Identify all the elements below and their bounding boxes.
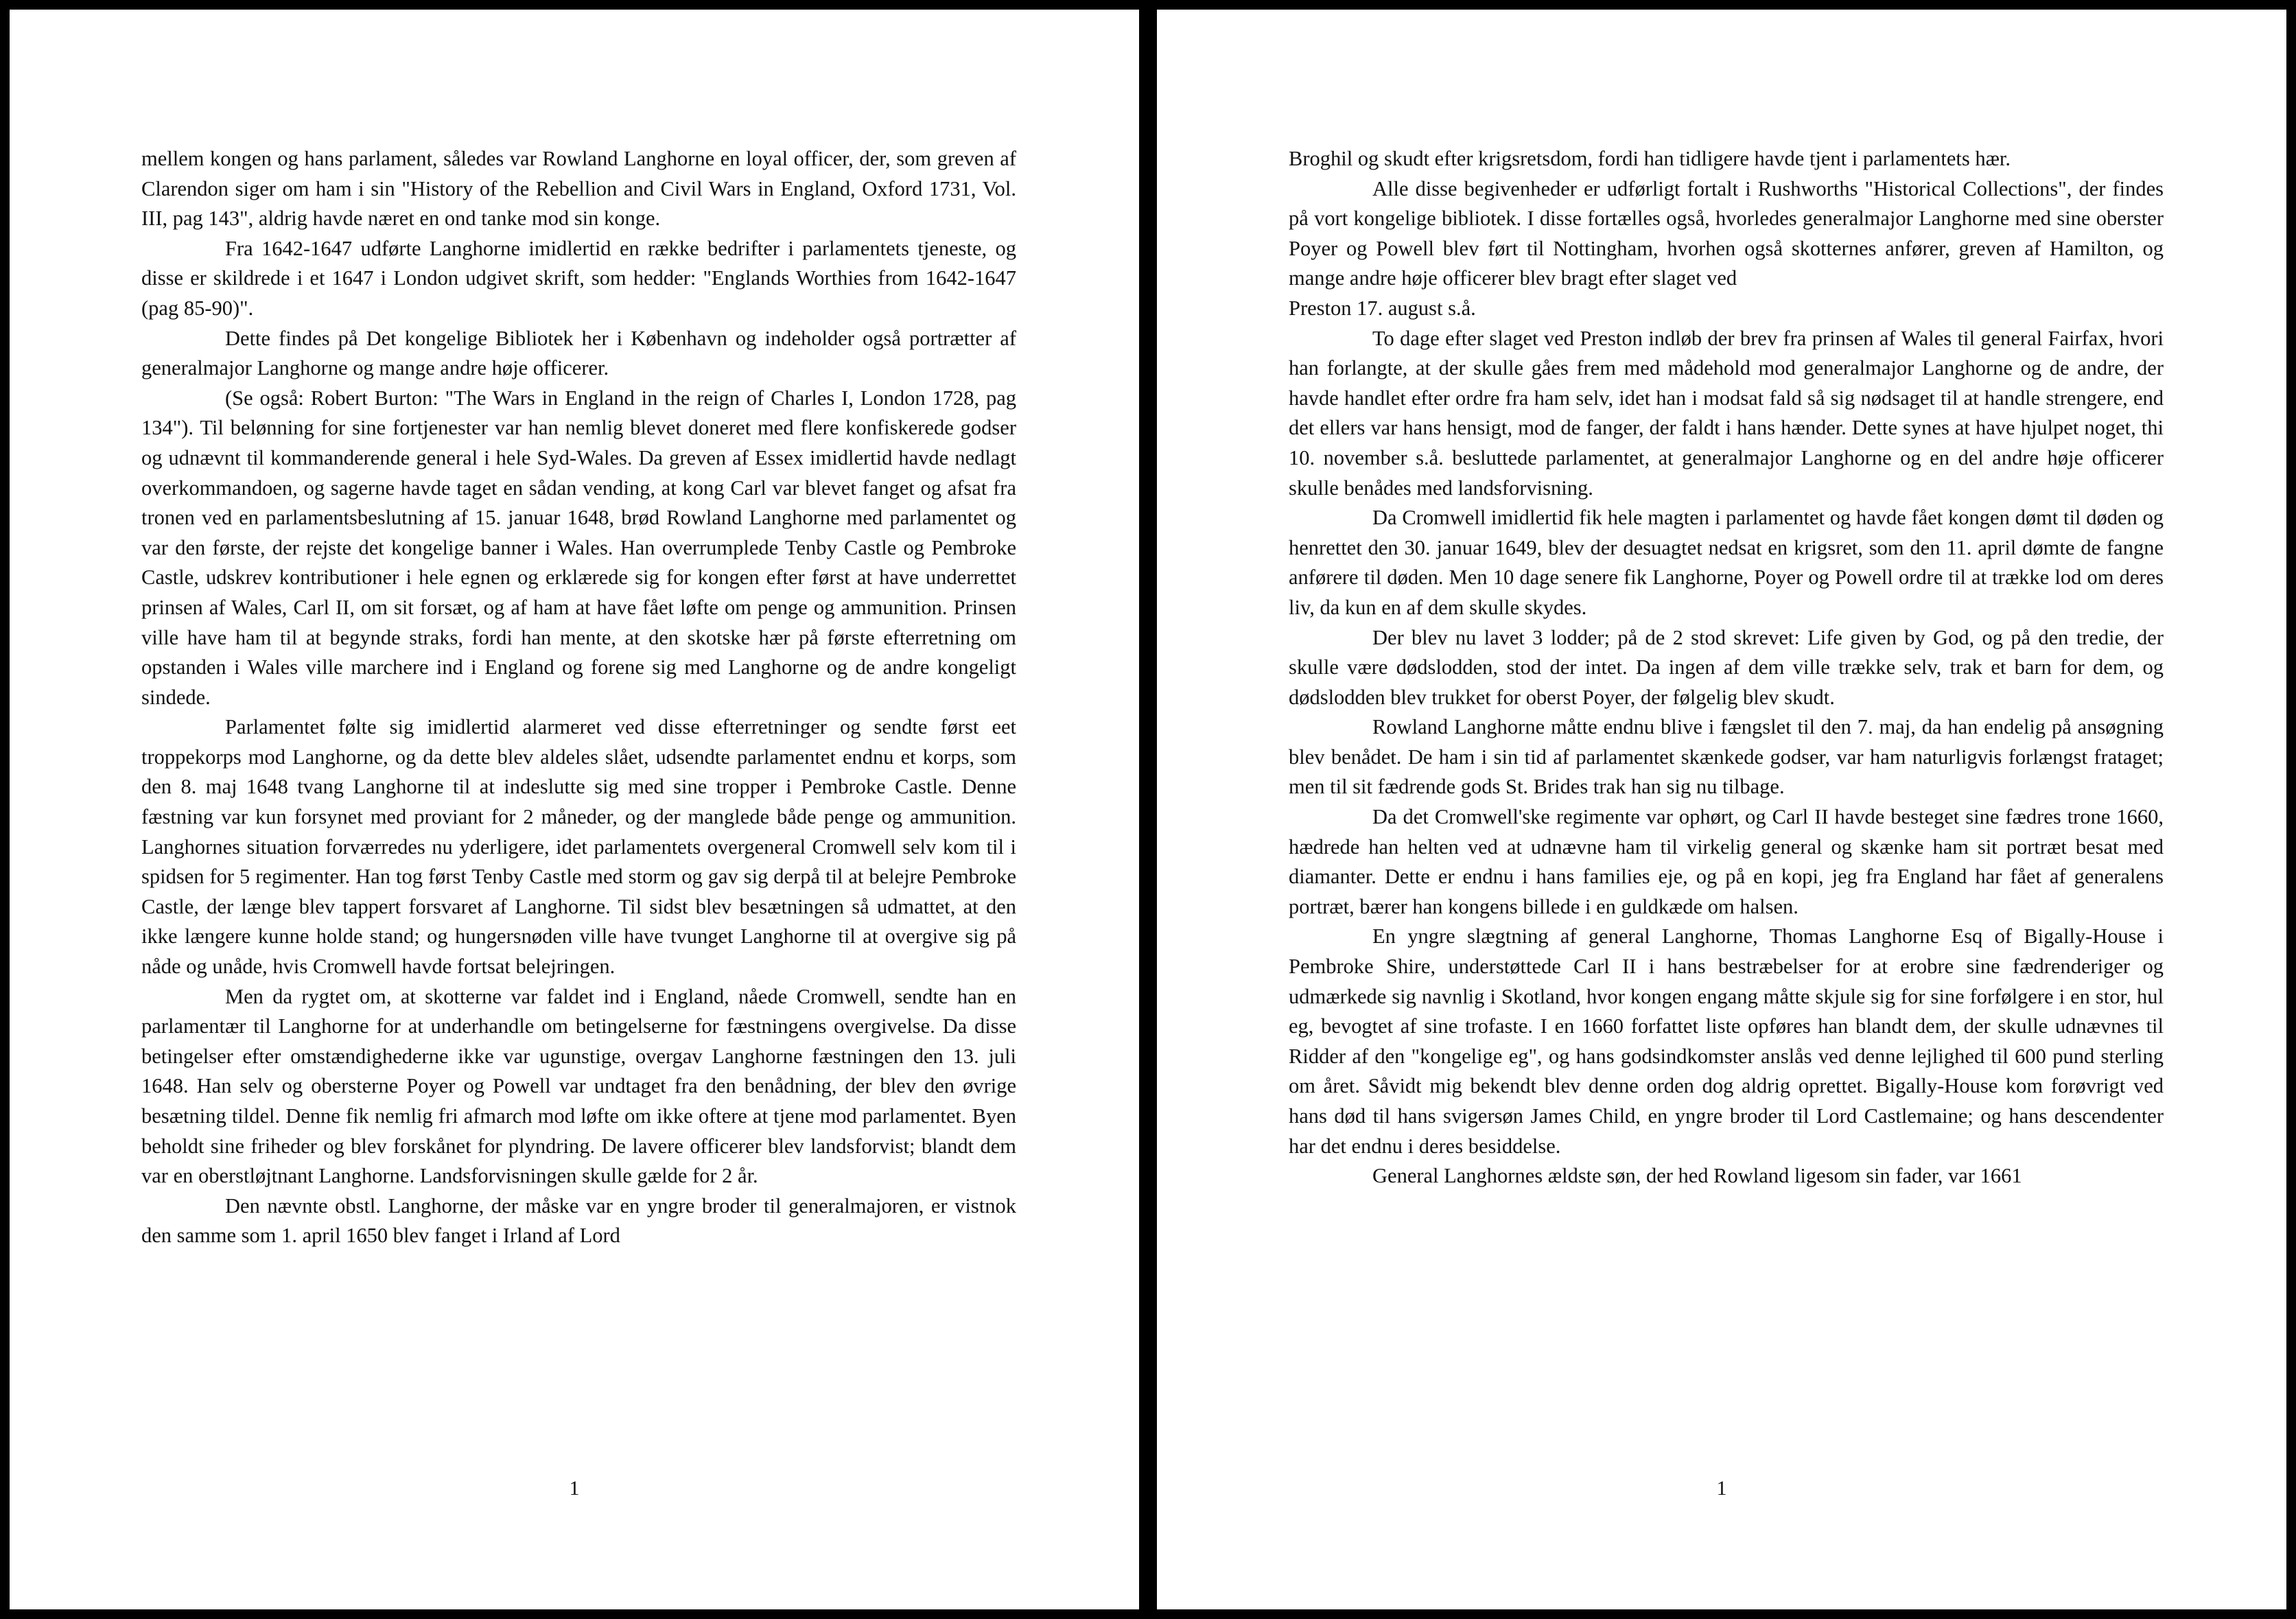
paragraph: Rowland Langhorne måtte endnu blive i fængslet til den 7. maj, da han endelig på ansøgning blev benådet. De ham i sin tid af parlamentet skænkede godser, var ham naturligvis forlængst frataget; men til sit fædrende gods St. Brides trak han sig nu tilbage. (1289, 715, 2164, 799)
paragraph: Da det Cromwell'ske regimente var ophørt, og Carl II havde besteget sine fædres trone 1660, hædrede han helten ved at udnævne ham til virkelig general og skænke ham sit portræt besat med diamanter. Dette er endnu i hans families eje, og på en kopi, jeg fra England har fået af generalens portræt, bærer han kongens billede i en guldkæde om halsen. (1289, 805, 2164, 918)
paragraph: Der blev nu lavet 3 lodder; på de 2 stod skrevet: Life given by God, og på den tredie, der skulle være dødslodden, stod der intet. Da ingen af dem ville trække selv, trak et barn for dem, og dødslodden blev trukket for oberst Poyer, der følgelig blev skudt. (1289, 625, 2164, 709)
paragraph: Alle disse begivenheder er udførligt fortalt i Rushworths "Historical Collections", der findes på vort kongelige bibliotek. I disse fortælles også, hvorledes generalmajor Langhorne med sine oberster Poyer og Powell blev ført til Nottingham, hvorhen også skotternes anfører, greven af Hamilton, og mange andre høje officerer blev bragt efter slaget ved (1289, 176, 2164, 290)
paragraph: Den nævnte obstl. Langhorne, der måske var en yngre broder til generalmajoren, er vistnok den samme som 1. april 1650 blev fanget i Irland af Lord (141, 1193, 1016, 1248)
paragraph: En yngre slægtning af general Langhorne, Thomas Langhorne Esq of Bigally-House i Pembroke Shire, understøttede Carl II i hans bestræbelser for at erobre sine fædrenderiger og udmærkede sig navnlig i Skotland, hvor kongen engang måtte skjule sig for sine forfølgere i en stor, hul eg, bevogtet af sine trofaste. I en 1660 forfattet liste opføres han blandt dem, der skulle udnævnes til Ridder af den "kongelige eg", og hans godsindkomster anslås ved denne lejlighed til 600 pund sterling om året. Såvidt mig bekendt blev denne orden dog aldrig oprettet. Bigally-House kom forøvrigt ved hans død til hans svigersøn James Child, en yngre broder til Lord Castlemaine; og hans descendenter har det endnu i deres besiddelse. (1289, 924, 2164, 1158)
paragraph: General Langhornes ældste søn, der hed Rowland ligesom sin fader, var 1661 (1372, 1164, 2022, 1188)
page-number: 1 (1716, 1477, 1727, 1500)
right-page (1157, 10, 2286, 1609)
paragraph: Dette findes på Det kongelige Bibliotek her i København og indeholder også portrætter af generalmajor Langhorne og mange andre høje officerer. (141, 326, 1016, 380)
left-page (10, 10, 1139, 1609)
paragraph: Da Cromwell imidlertid fik hele magten i parlamentet og havde fået kongen dømt til døden og henrettet den 30. januar 1649, blev der desuagtet nedsat en krigsret, som den 11. april dømte de fangne anførere til døden. Men 10 dage senere fik Langhorne, Poyer og Powell ordre til at trække lod om deres liv, da kun en af dem skulle skydes. (1289, 506, 2164, 619)
paragraph: Broghil og skudt efter krigsretsdom, fordi han tidligere havde tjent i parlamentets hær. (1289, 147, 2011, 170)
paragraph: Parlamentet følte sig imidlertid alarmeret ved disse efterretninger og sendte først eet troppekorps mod Langhorne, og da dette blev aldeles slået, udsendte parlamentet endnu et korps, som den 8. maj 1648 tvang Langhorne til at indeslutte sig med sine tropper i Pembroke Castle. Denne fæstning var kun forsynet med proviant for 2 måneder, og der manglede både penge og ammunition. Langhornes situation forværredes nu yderligere, idet parlamentets overgeneral Cromwell selv kom til i spidsen for 5 regimenter. Han tog først Tenby Castle med storm og gav sig derpå til at belejre Pembroke Castle, der længe blev tappert forsvaret af Langhorne. Til sidst blev besætningen så udmattet, at den ikke længere kunne holde stand; og hungersnøden ville have tvunget Langhorne til at overgive sig på nåde og unåde, hvis Cromwell havde fortsat belejringen. (141, 715, 1016, 979)
paragraph: mellem kongen og hans parlament, således var Rowland Langhorne en loyal officer, der, som greven af Clarendon siger om ham i sin "History of the Rebellion and Civil Wars in England, Oxford 1731, Vol. III, pag 143", aldrig havde næret en ond tanke mod sin konge. (141, 147, 1016, 231)
paragraph: Men da rygtet om, at skotterne var faldet ind i England, nåede Cromwell, sendte han en parlamentær til Langhorne for at underhandle om betingelserne for fæstningens overgivelse. Da disse betingelser efter omstændighederne ikke var ugunstige, overgav Langhorne fæstningen den 13. juli 1648. Han selv og obersterne Poyer og Powell var undtaget fra den benådning, der blev den øvrige besætning tildel. Denne fik nemlig fri afmarch mod løfte om ikke oftere at tjene mod parlamentet. Byen beholdt sine friheder og blev forskånet for plyndring. De lavere officerer blev landsforvist; blandt dem var en oberstløjtnant Langhorne. Landsforvisningen skulle gælde for 2 år. (141, 984, 1016, 1188)
paragraph: To dage efter slaget ved Preston indløb der brev fra prinsen af Wales til general Fairfax, hvori han forlangte, at der skulle gåes frem med mådehold mod generalmajor Langhorne og de andre, der havde handlet efter ordre fra ham selv, idet han i modsat fald så sig nødsaget til at handle strengere, end det ellers var hans hensigt, mod de fanger, der faldt i hans hænder. Dette synes at have hjulpet noget, thi 10. november s.å. besluttede parlamentet, at generalmajor Langhorne og en del andre høje officerer skulle benådes med landsforvisning. (1289, 326, 2164, 500)
right-page-text (1289, 144, 2164, 1191)
page-number: 1 (569, 1477, 580, 1500)
paragraph: Preston 17. august s.å. (1289, 296, 1476, 320)
left-page-text (141, 144, 1016, 1251)
paragraph: (Se også: Robert Burton: "The Wars in England in the reign of Charles I, London 1728, pag 134"). Til belønning for sine fortjenester var han nemlig blevet doneret med flere konfiskerede godser og udnævnt til kommanderende general i hele Syd-Wales. Da greven af Essex imidlertid havde nedlagt overkommandoen, og sagerne havde taget en sådan vending, at kong Carl var blevet fanget og afsat fra tronen ved en parlamentsbeslutning af 15. januar 1648, brød Rowland Langhorne med parlamentet og var den første, der rejste det kongelige banner i Wales. Han overrumplede Tenby Castle og Pembroke Castle, udskrev kontributioner i hele egnen og erklærede sig for kongen efter først at have underrettet prinsen af Wales, Carl II, om sit forsæt, og af ham at have fået løfte om penge og ammunition. Prinsen ville have ham til at begynde straks, fordi han mente, at den skotske hær på første efterretning om opstanden i Wales ville marchere ind i England og forene sig med Langhorne og de andre kongeligt sindede. (141, 386, 1016, 709)
paragraph: Fra 1642-1647 udførte Langhorne imidlertid en række bedrifter i parlamentets tjeneste, og disse er skildrede i et 1647 i London udgivet skrift, som hedder: "Englands Worthies from 1642-1647 (pag 85-90)". (141, 236, 1016, 320)
